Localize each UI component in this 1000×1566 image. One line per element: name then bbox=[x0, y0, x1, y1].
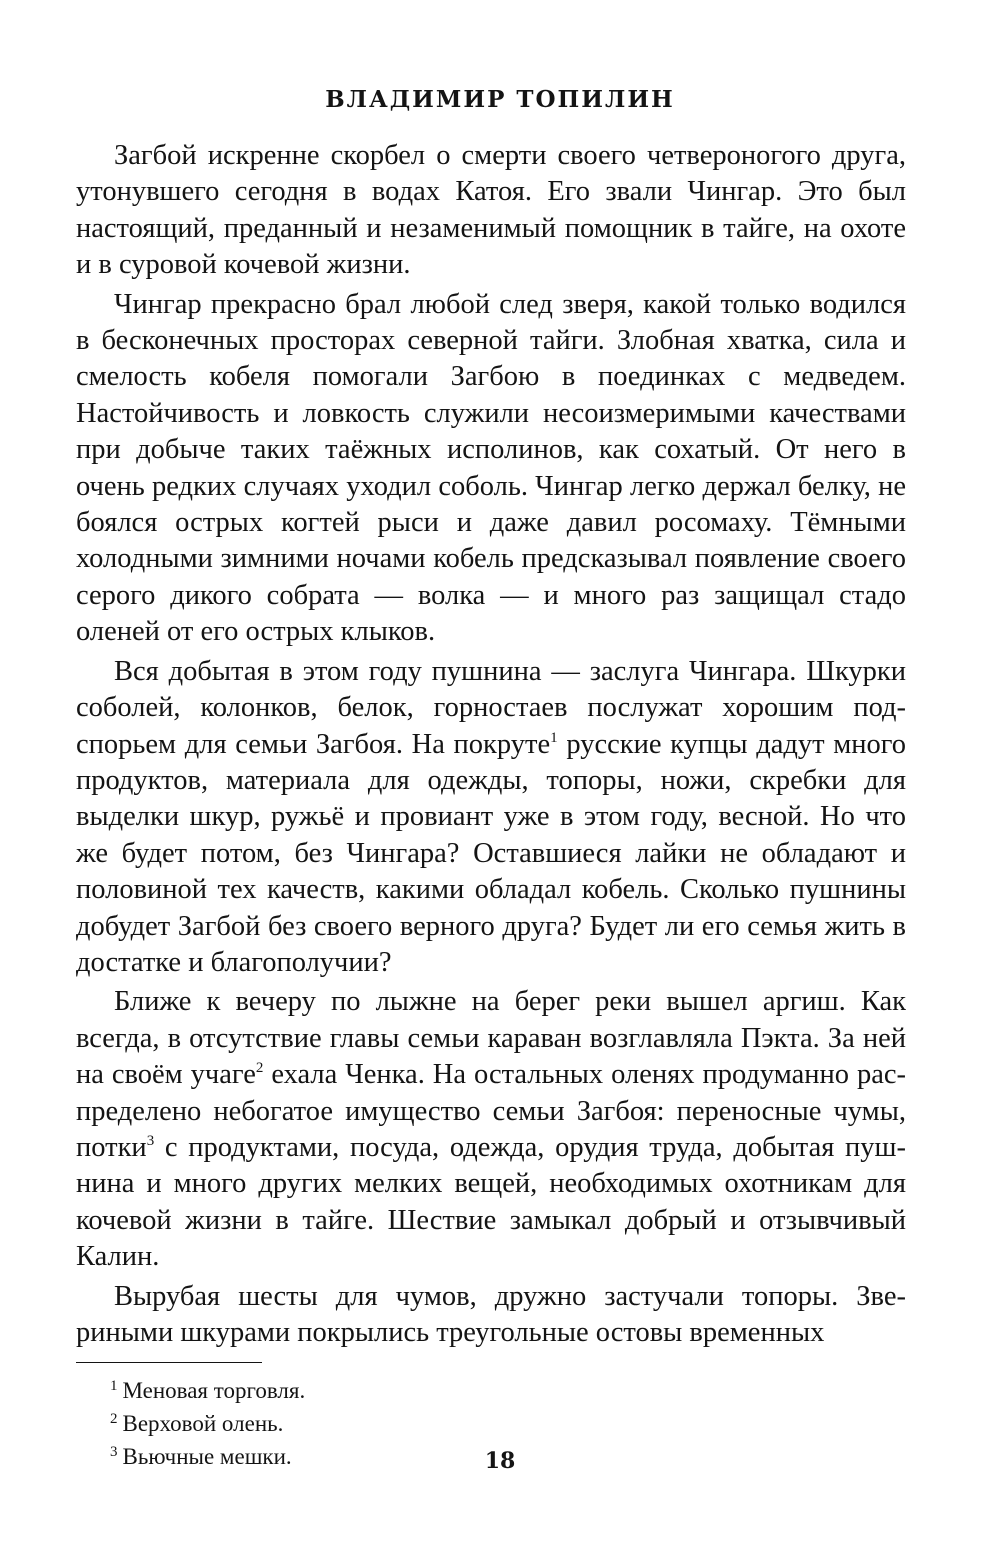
body-paragraph bbox=[76, 1279, 906, 1352]
paragraph-text: Чингар прекрасно брал любой след зверя, какой только водился в бесконечных просторах северной тайги. Злобная хватка, сила и смелость кобеля помогали Загбою в поединках с медведем. Настойчивость и ловкость служили несоизмеримыми качествами при добыче таких таёжных исполинов, как сохатый. От него в очень редких случаях уходил соболь. Чингар легко держал белку, не боялся острых когтей рыси и даже давил росомаху. Тёмными холодными зимними ночами кобель предсказывал появление своего серого дикого собрата — волка — и много раз защищал стадо оленей от его острых клыков. bbox=[76, 288, 906, 648]
paragraph-text: Вся добытая в этом году пушнина — заслуга Чингара. Шкурки соболей, колонков, белок, горностаев послужат хорошим подспорьем для семьи Загбоя. На покруте bbox=[76, 655, 906, 760]
footnote-divider bbox=[76, 1362, 262, 1363]
footnote-text: Меновая торговля. bbox=[122, 1378, 306, 1403]
running-header-author: ВЛАДИМИР ТОПИЛИН bbox=[325, 86, 675, 113]
footnote-reference: 3 bbox=[146, 1132, 155, 1149]
footnote-mark: 3 bbox=[110, 1444, 118, 1460]
body-paragraph bbox=[76, 287, 906, 651]
footnote-text: Вьючные мешки. bbox=[122, 1444, 292, 1469]
body-paragraph bbox=[76, 654, 906, 982]
paragraph-text: с продуктами, посуда, одежда, орудия труда, добытая пушнина и много других мелких вещей, необходимых охотникам для кочевой жизни в тайге. Шествие замыкал добрый и отзывчивый Калин. bbox=[76, 1131, 906, 1273]
footnote-mark: 2 bbox=[110, 1411, 118, 1427]
paragraph-text: Загбой искренне скорбел о смерти своего четвероногого друга, утонувшего сегодня в водах Катоя. Его звали Чингар. Это был настоящий, преданный и незаменимый помощник в тайге, на охоте и в суровой кочевой жизни. bbox=[76, 140, 906, 281]
paragraph-text: ехала Ченка. На остальных оленях продуманно распределено небогатое имущество семьи Загбоя: переносные чумы, потки bbox=[76, 1059, 906, 1163]
footnote-reference: 1 bbox=[550, 729, 558, 746]
paragraph-text: Ближе к вечеру по лыжне на берег реки вышел аргиш. Как всегда, в отсутствие главы семьи караван возглавляла Пэкта. За ней на своём учаге bbox=[76, 986, 906, 1091]
body-paragraph bbox=[76, 984, 906, 1275]
body-paragraph bbox=[76, 138, 906, 284]
footnote bbox=[110, 1407, 890, 1440]
footnote-mark: 1 bbox=[110, 1378, 118, 1394]
footnote bbox=[110, 1374, 890, 1407]
footnote-reference: 2 bbox=[255, 1060, 264, 1077]
paragraph-text: Вырубая шесты для чумов, дружно застучали топоры. Звериными шкурами покрылись треугольные остовы временных bbox=[76, 1280, 906, 1348]
page-number: 18 bbox=[484, 1448, 516, 1474]
paragraph-text: русские купцы дадут много продуктов, материала для одежды, топоры, ножи, скребки для выделки шкур, ружьё и провиант уже в этом году, весной. Но что же будет потом, без Чингара? Оставшиеся лайки не обладают и половиной тех качеств, какими обладал кобель. Сколько пушнины добудет Загбой без своего верного друга? Будет ли его семья жить в достатке и благополучии? bbox=[76, 728, 907, 978]
footnote-text: Верховой олень. bbox=[122, 1411, 284, 1436]
body-text bbox=[76, 138, 906, 1354]
